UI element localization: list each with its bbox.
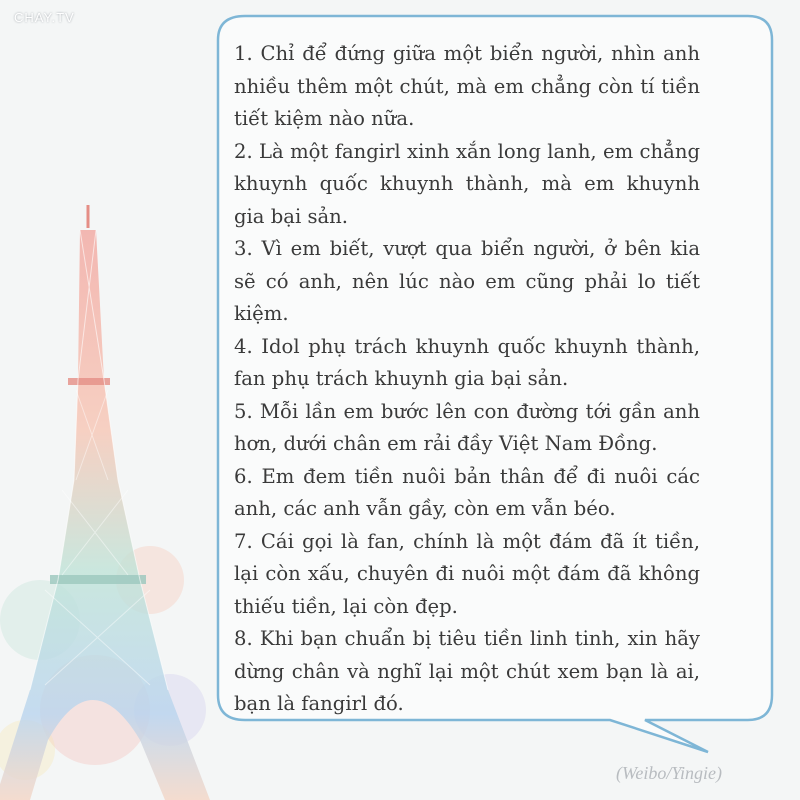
fangirl-quotes-list xyxy=(234,38,700,721)
quote-item: 4. Idol phụ trách khuynh quốc khuynh thành, fan phụ trách khuynh gia bại sản. xyxy=(234,334,700,390)
quote-item: 2. Là một fangirl xinh xắn long lanh, em chẳng khuynh quốc khuynh thành, mà em khuynh gia bại sản. xyxy=(234,139,700,228)
quote-item: 1. Chỉ để đứng giữa một biển người, nhìn anh nhiều thêm một chút, mà em chẳng còn tí tiền tiết kiệm nào nữa. xyxy=(234,42,700,130)
quote-item: 6. Em đem tiền nuôi bản thân để đi nuôi các anh, các anh vẫn gầy, còn em vẫn béo. xyxy=(234,464,700,520)
site-watermark: CHAY.TV xyxy=(14,10,75,25)
quote-item: 3. Vì em biết, vượt qua biển người, ở bên kia sẽ có anh, nên lúc nào em cũng phải lo tiết kiệm. xyxy=(234,237,700,325)
quote-item: 7. Cái gọi là fan, chính là một đám đã ít tiền, lại còn xấu, chuyên đi nuôi một đám đã không thiếu tiền, lại còn đẹp. xyxy=(234,529,700,618)
quote-item: 5. Mỗi lần em bước lên con đường tới gần anh hơn, dưới chân em rải đầy Việt Nam Đồng. xyxy=(234,399,700,455)
source-signature: (Weibo/Yingie) xyxy=(616,763,722,783)
quote-item: 8. Khi bạn chuẩn bị tiêu tiền linh tinh, xin hãy dừng chân và nghĩ lại một chút xem bạn là ai, bạn là fangirl đó. xyxy=(234,627,700,715)
